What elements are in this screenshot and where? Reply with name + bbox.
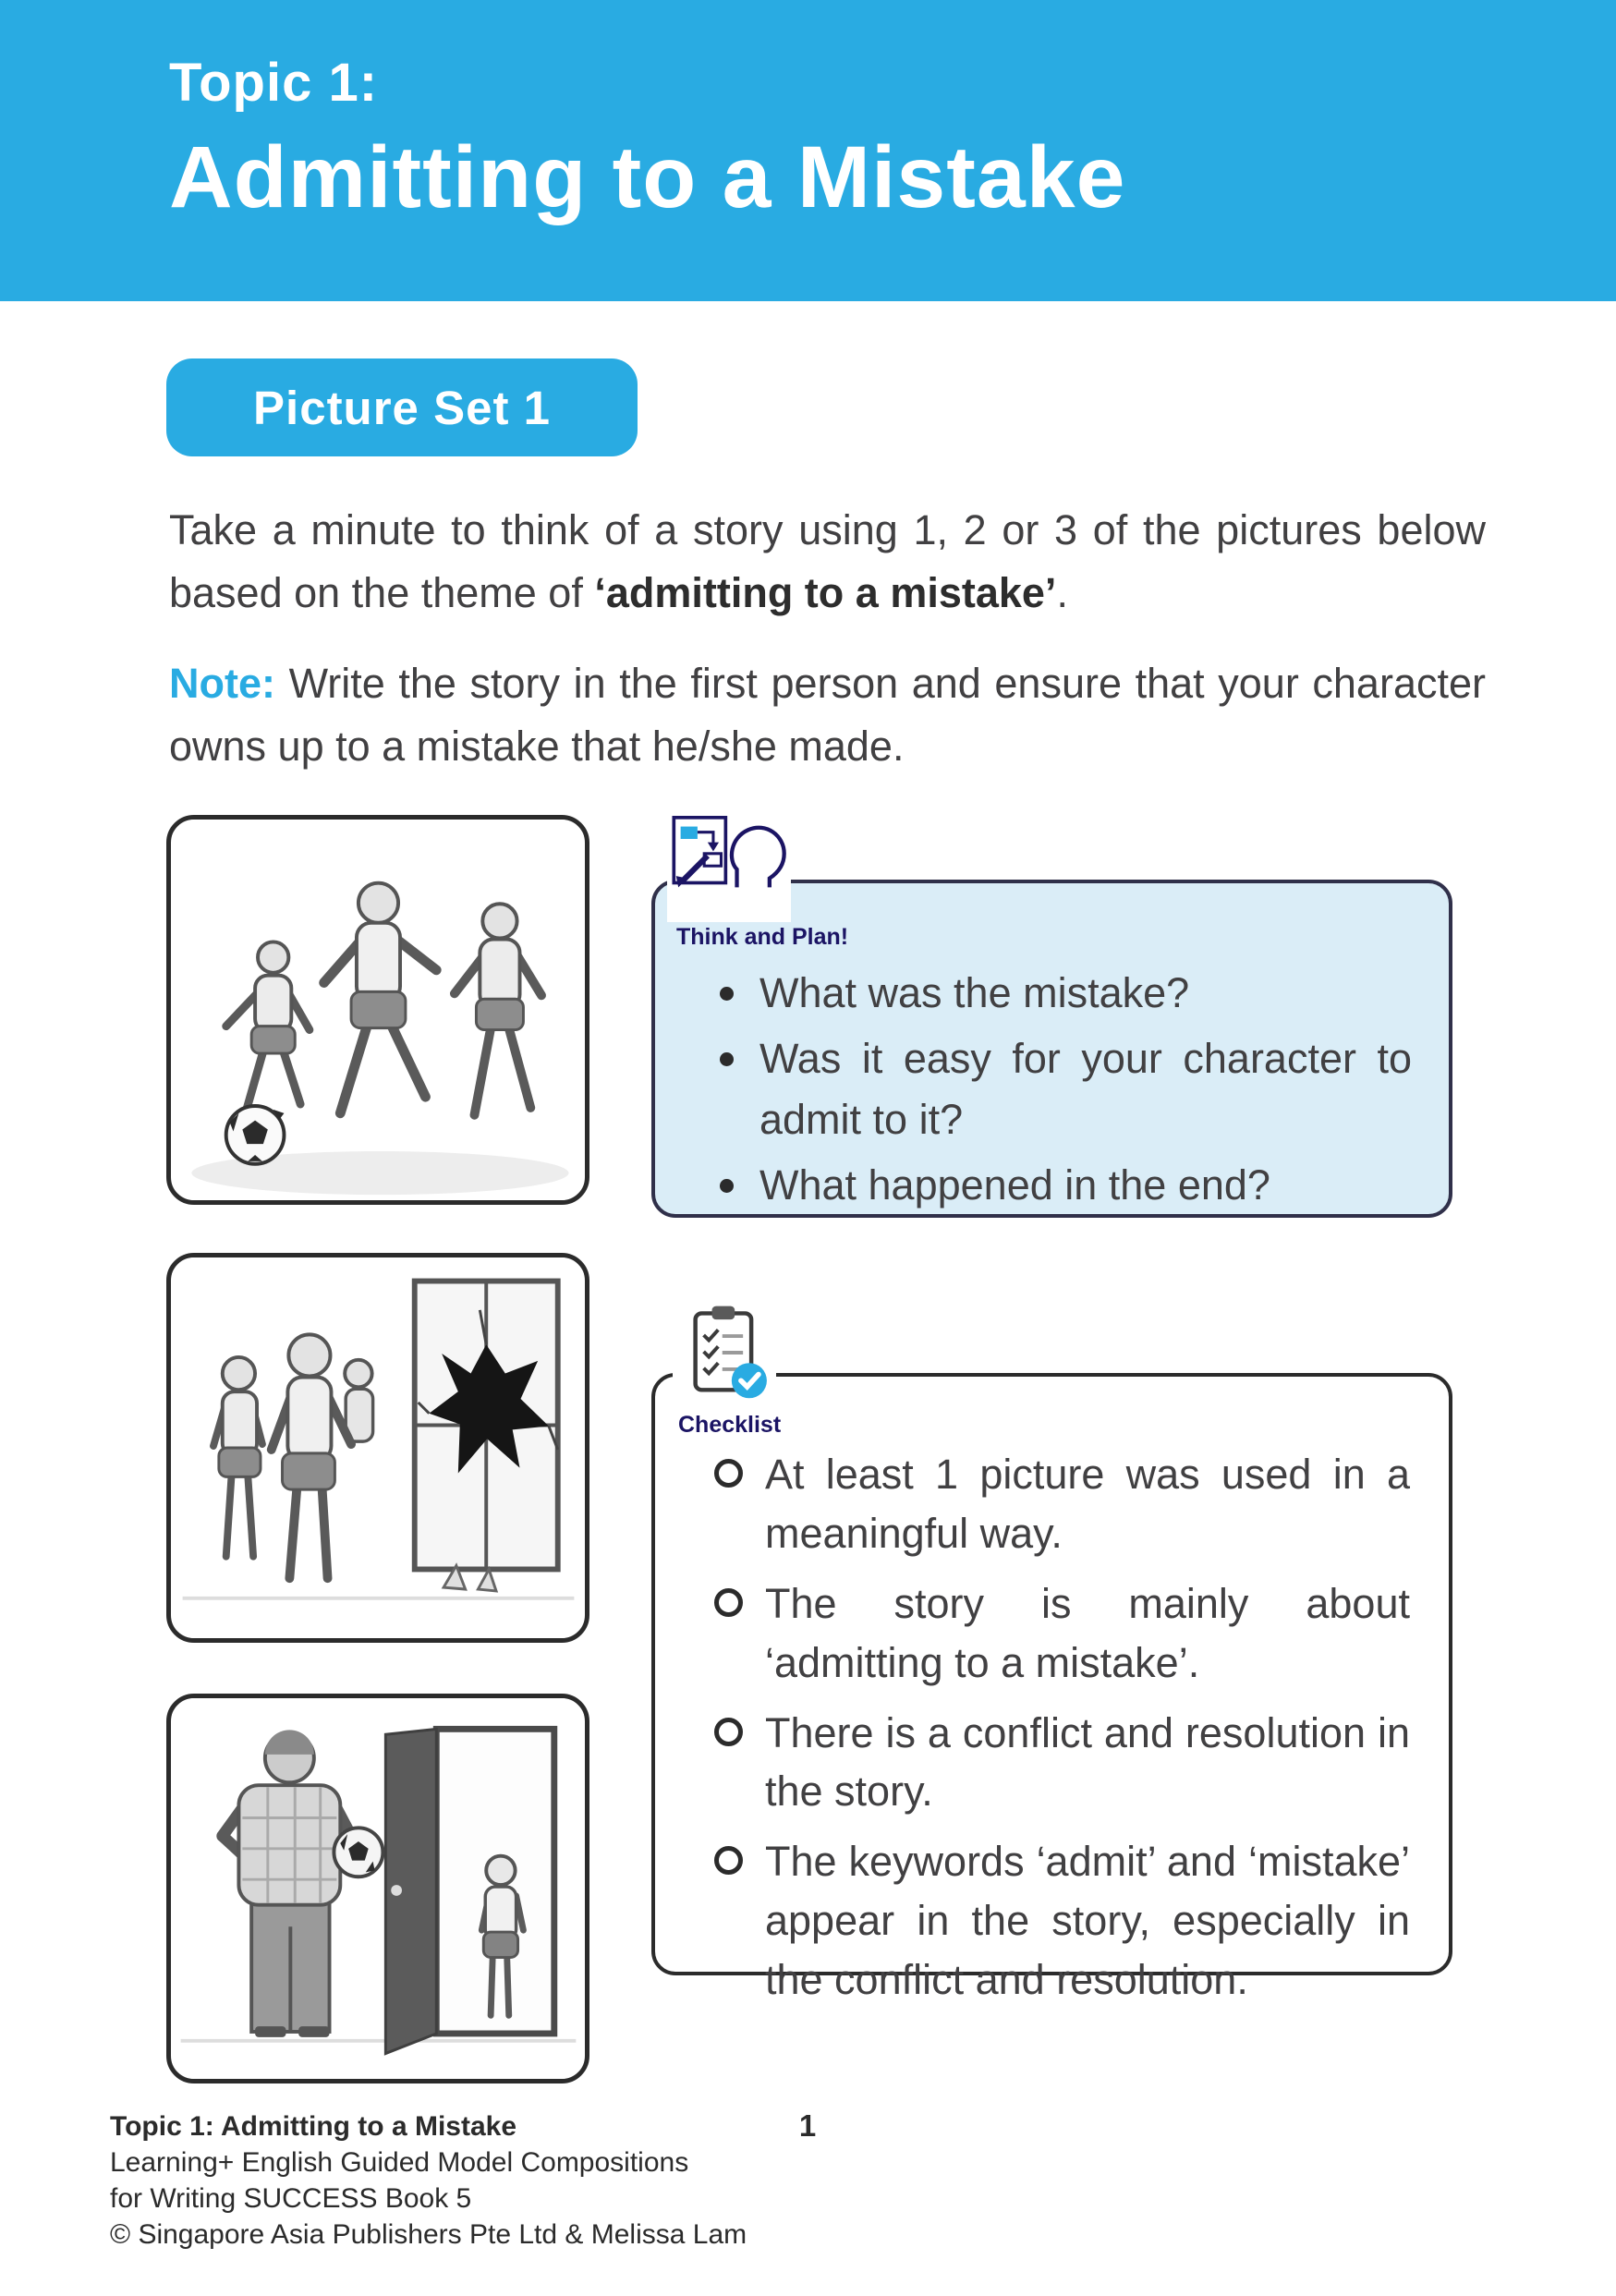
empty-circle-checkbox-icon [714, 1718, 743, 1746]
intro-theme-bold: ‘admitting to a mistake’ [594, 568, 1057, 616]
clipboard-with-checkmarks-icon [673, 1299, 776, 1406]
checklist-item-text: The story is mainly about ‘admitting to a mistake’. [765, 1579, 1410, 1686]
think-plan-item [720, 963, 1412, 1025]
think-plan-item-text: What happened in the end? [759, 1160, 1270, 1209]
topic-header-band [0, 0, 1616, 301]
checklist-item [714, 1832, 1410, 2010]
soccer-illustration [171, 820, 585, 1200]
empty-circle-checkbox-icon [714, 1846, 743, 1875]
checklist-item-text: At least 1 picture was used in a meaningful way. [765, 1451, 1410, 1557]
bullet-icon [720, 987, 734, 1001]
intro-period: . [1056, 568, 1068, 616]
think-and-plan-icon [667, 808, 791, 922]
empty-circle-checkbox-icon [714, 1459, 743, 1488]
intro-paragraph [169, 499, 1486, 624]
think-plan-item [720, 1028, 1412, 1151]
page-number: 1 [798, 2108, 817, 2143]
think-and-plan-list [720, 963, 1412, 1216]
man-and-boy-illustration [171, 1698, 585, 2079]
head-with-flowchart-and-pencil-icon [667, 808, 791, 922]
note-label: Note: [169, 660, 275, 707]
page-footer [110, 2108, 747, 2253]
think-plan-item-text: What was the mistake? [759, 969, 1190, 1016]
picture-2-boys-broken-window [166, 1253, 589, 1643]
empty-circle-checkbox-icon [714, 1588, 743, 1617]
note-paragraph [169, 652, 1486, 777]
picture-set-badge [166, 358, 638, 456]
broken-window-illustration [171, 1257, 585, 1638]
footer-topic-line: Topic 1: Admitting to a Mistake [110, 2111, 517, 2142]
note-text: Write the story in the first person and ensure that your character owns up to a mistake that he/she made. [169, 660, 1486, 770]
checklist-list [714, 1445, 1410, 2010]
checklist-item [714, 1704, 1410, 1822]
checklist-item-text: The keywords ‘admit’ and ‘mistake’ appear in the story, especially in the conflict and resolution. [765, 1838, 1410, 2004]
checklist-item-text: There is a conflict and resolution in the story. [765, 1708, 1410, 1816]
topic-label: Topic 1: [169, 53, 379, 113]
checklist-item [714, 1445, 1410, 1563]
footer-copyright-line: © Singapore Asia Publishers Pte Ltd & Melissa Lam [110, 2219, 747, 2250]
intro-text: Take a minute to think of a story using 1, 2 or 3 of the pictures below based on the theme of [169, 506, 1486, 616]
checklist-label: Checklist [678, 1412, 782, 1438]
think-plan-item-text: Was it easy for your character to admit to it? [759, 1034, 1412, 1144]
checklist-item [714, 1574, 1410, 1693]
picture-3-man-and-boy-at-door [166, 1694, 589, 2083]
think-and-plan-label: Think and Plan! [676, 924, 849, 950]
checklist-panel [651, 1373, 1452, 2004]
picture-1-boys-playing-soccer [166, 815, 589, 1205]
bullet-icon [720, 1179, 734, 1193]
page-title: Admitting to a Mistake [169, 128, 1126, 226]
bullet-icon [720, 1052, 734, 1066]
checklist-icon [673, 1299, 776, 1406]
think-plan-item [720, 1155, 1412, 1217]
footer-series-line: Learning+ English Guided Model Compositions [110, 2147, 689, 2178]
picture-set-badge-label: Picture Set 1 [253, 381, 551, 434]
footer-book-line: for Writing SUCCESS Book 5 [110, 2183, 472, 2214]
